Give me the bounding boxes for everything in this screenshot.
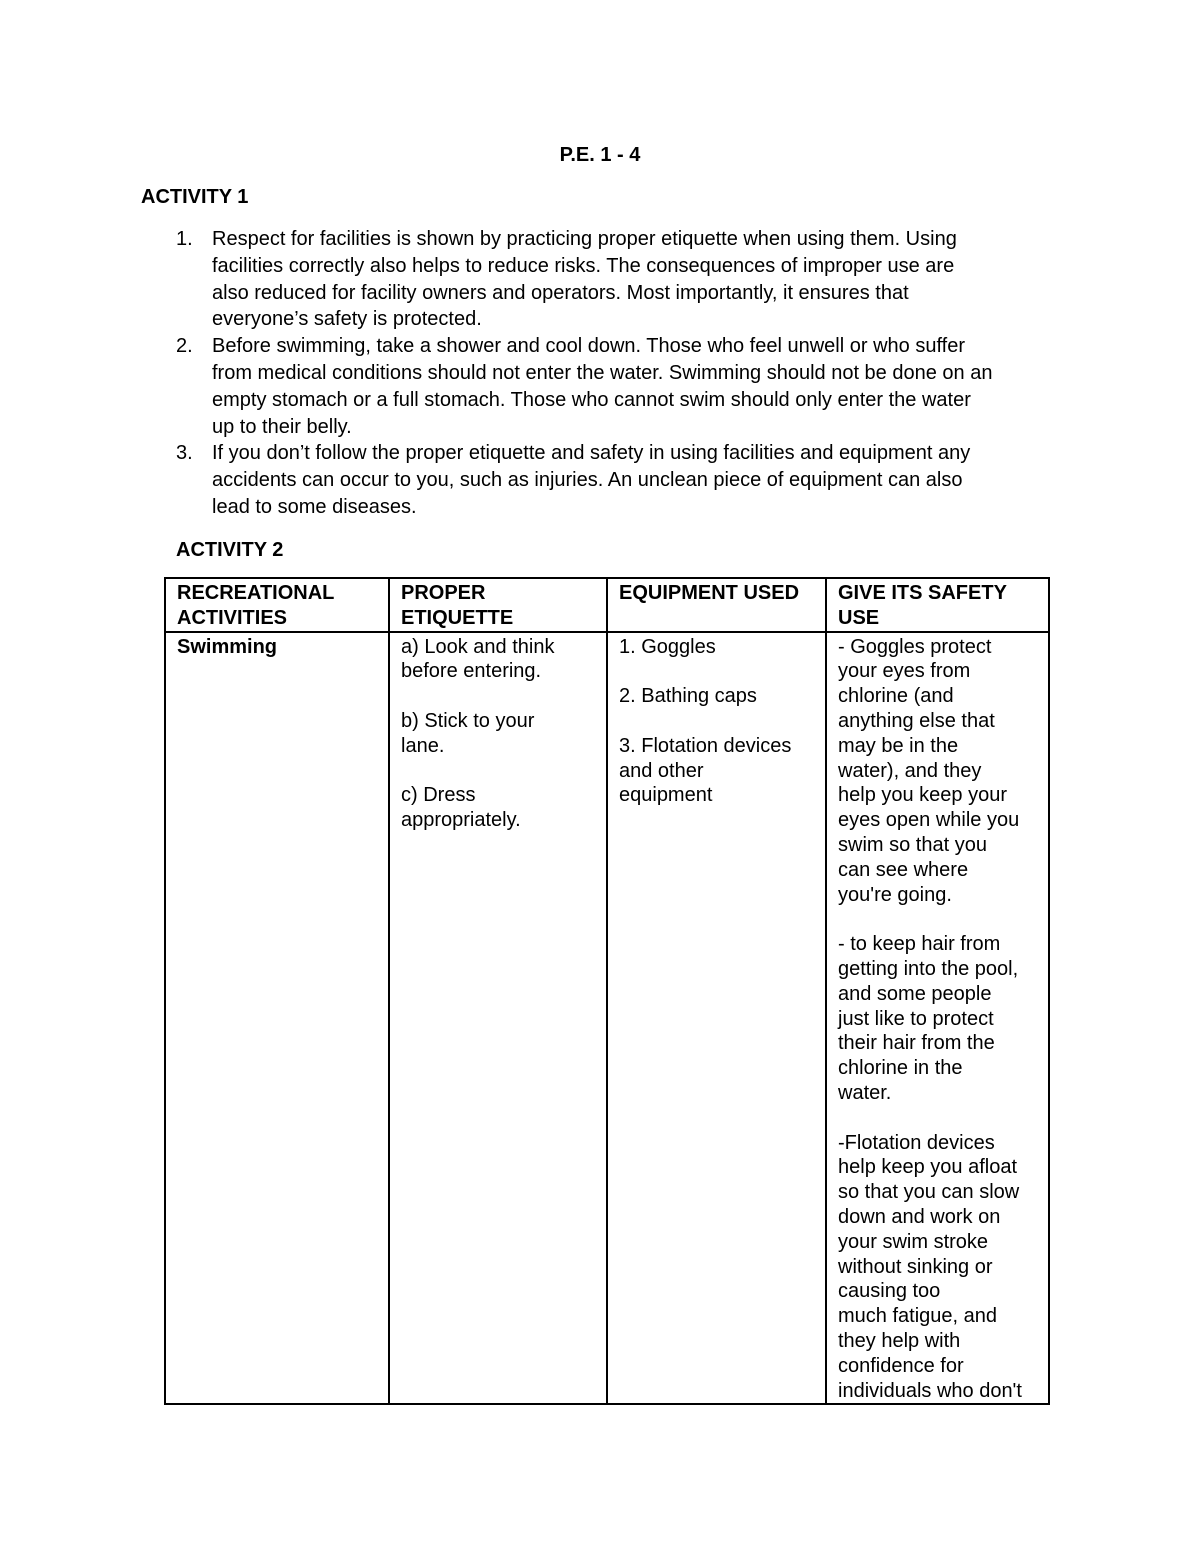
column-header-equipment-used [607,578,826,632]
cell-line: individuals who don't [838,1379,1022,1402]
list-item-line: lead to some diseases. [212,495,417,518]
cell-line: getting into the pool, [838,957,1019,980]
header-line: ACTIVITIES [177,606,288,629]
list-item [176,226,1076,333]
etiquette-item [401,783,596,833]
list-item-line: empty stomach or a full stomach. Those who cannot swim should only enter the water [212,388,971,411]
cell-line: c) Dress [401,784,476,807]
cell-line: water. [838,1081,892,1104]
equipment-item [619,684,815,709]
page-title: P.E. 1 - 4 [559,144,641,166]
column-header-recreational-activities [165,578,389,632]
table-header-row [165,578,1049,632]
cell-line: so that you can slow [838,1181,1020,1204]
cell-line: help you keep your [838,784,1008,807]
activity-2-heading: ACTIVITY 2 [176,539,284,561]
list-item [176,333,1076,440]
cell-line: your eyes from [838,660,971,683]
list-item-number: 2. [176,335,193,358]
cell-line: confidence for [838,1354,964,1377]
header-line: EQUIPMENT USED [619,582,800,604]
cell-line: equipment [619,784,713,807]
cell-line: can see where [838,858,969,881]
cell-line: - to keep hair from [838,933,1001,956]
column-header-proper-etiquette [389,578,607,632]
list-item-line: everyone’s safety is protected. [212,308,482,331]
safety-use-item [838,635,1038,908]
safety-use-item [838,1131,1038,1404]
header-line: GIVE ITS SAFETY [838,582,1007,604]
cell-line: and other [619,759,704,782]
list-item-line: Respect for facilities is shown by practicing proper etiquette when using them. Using [212,228,957,250]
column-header-safety-use [826,578,1049,632]
header-line: ETIQUETTE [401,606,514,629]
cell-line: without sinking or [838,1255,993,1278]
cell-line: may be in the [838,734,959,757]
list-item-line: accidents can occur to you, such as injuries. An unclean piece of equipment can also [212,469,963,492]
list-item-line: also reduced for facility owners and operators. Most importantly, it ensures that [212,281,909,304]
cell-line: they help with [838,1329,961,1352]
list-item-line: If you don’t follow the proper etiquette and safety in using facilities and equipment any [212,442,971,465]
list-item-line: from medical conditions should not enter the water. Swimming should not be done on an [212,361,993,384]
equipment-item [619,635,815,660]
cell-line: anything else that [838,709,995,732]
activity-1-answer-list [176,226,1076,521]
equipment-item [619,734,815,808]
etiquette-cell [389,632,607,1405]
cell-line: you're going. [838,883,952,906]
safety-use-cell [826,632,1049,1405]
cell-line: 3. Flotation devices [619,734,792,757]
cell-line: before entering. [401,660,542,683]
etiquette-item [401,635,596,685]
cell-line: lane. [401,734,445,757]
list-item [176,440,1076,520]
list-item-number: 1. [176,228,193,250]
cell-line: appropriately. [401,809,521,832]
recreational-activities-table [164,577,1050,1405]
cell-line: causing too [838,1280,941,1303]
cell-line: b) Stick to your [401,709,535,732]
activity-1-heading: ACTIVITY 1 [141,186,249,208]
safety-use-item [838,932,1038,1106]
cell-line: water), and they [838,759,982,782]
cell-line: down and work on [838,1205,1001,1228]
equipment-cell [607,632,826,1405]
list-item-line: facilities correctly also helps to reduce risks. The consequences of improper use are [212,254,955,277]
cell-line: help keep you afloat [838,1156,1018,1179]
etiquette-item [401,709,596,759]
header-line: RECREATIONAL [177,582,335,604]
header-line: PROPER [401,582,486,604]
cell-line: chlorine (and [838,685,954,708]
activity-name: Swimming [177,635,278,658]
cell-line: your swim stroke [838,1230,989,1253]
cell-line: chlorine in the [838,1057,963,1080]
cell-line: swim so that you [838,833,987,856]
table-row [165,632,1049,1405]
activity-cell [165,632,389,1405]
header-line: USE [838,606,880,629]
cell-line: a) Look and think [401,635,555,658]
cell-line: and some people [838,982,992,1005]
cell-line: 2. Bathing caps [619,685,757,708]
list-item-line: up to their belly. [212,415,352,438]
cell-line: just like to protect [838,1007,994,1030]
cell-line: 1. Goggles [619,635,716,658]
cell-line: their hair from the [838,1032,995,1055]
cell-line: eyes open while you [838,809,1020,832]
list-item-line: Before swimming, take a shower and cool down. Those who feel unwell or who suffer [212,335,965,358]
cell-line: -Flotation devices [838,1131,995,1154]
cell-line: - Goggles protect [838,635,992,658]
cell-line: much fatigue, and [838,1305,997,1328]
list-item-number: 3. [176,442,193,465]
